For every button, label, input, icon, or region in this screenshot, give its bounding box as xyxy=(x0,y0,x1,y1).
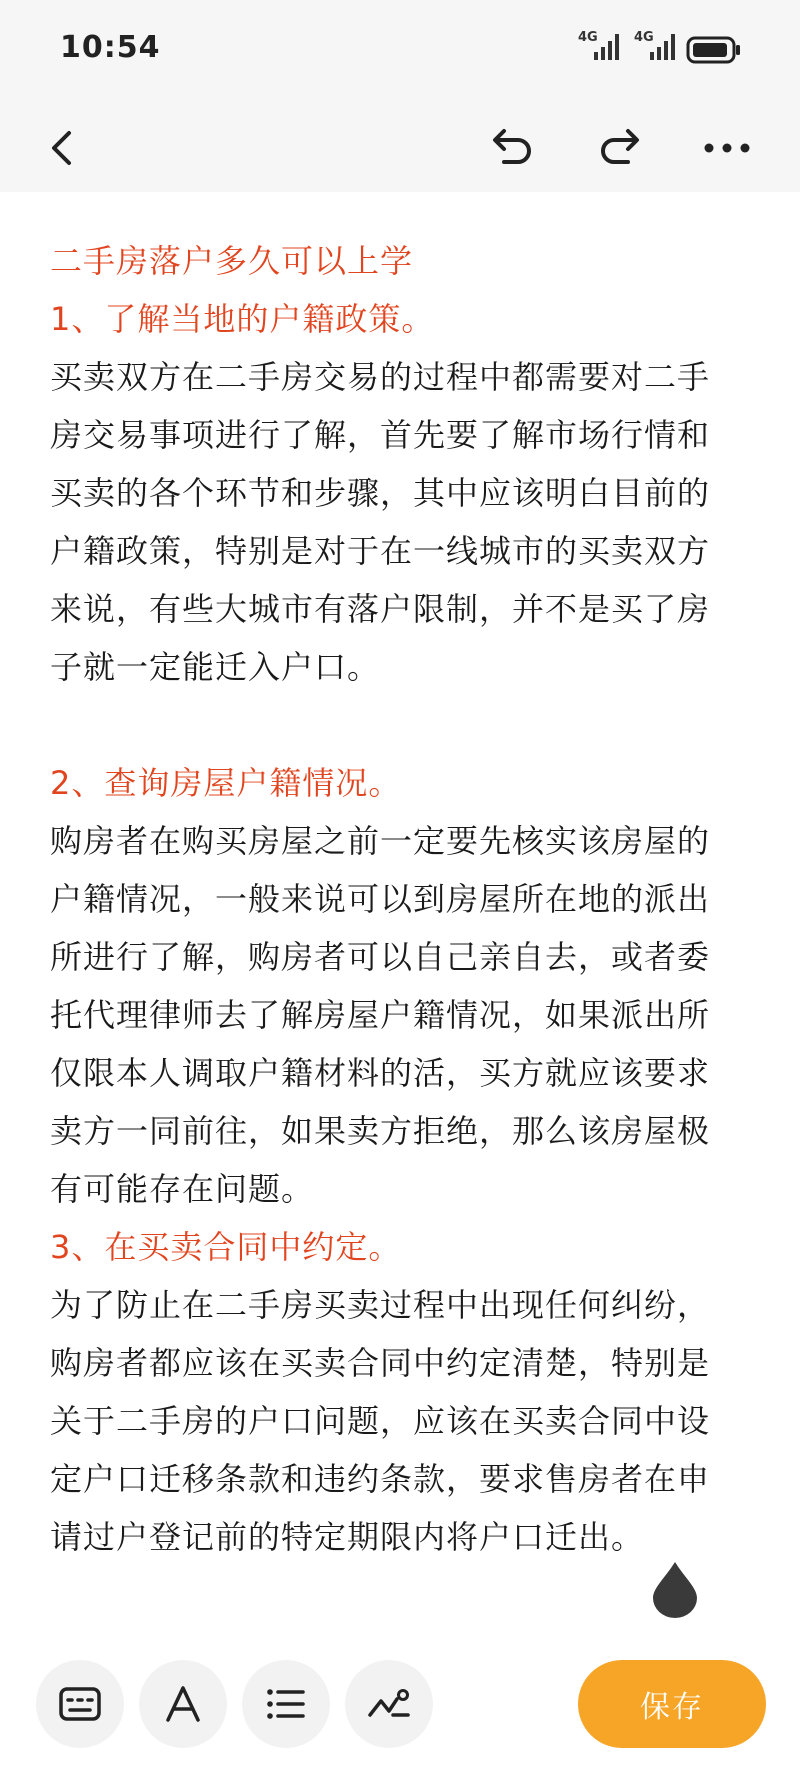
redo-icon xyxy=(596,128,644,168)
undo-button[interactable] xyxy=(482,118,542,178)
note-line: 房交易事项进行了解，首先要了解市场行情和 xyxy=(50,416,711,454)
blank-line xyxy=(50,696,750,754)
handwriting-button[interactable] xyxy=(345,1660,433,1748)
handwriting-icon xyxy=(367,1687,411,1721)
back-button[interactable] xyxy=(32,118,92,178)
note-heading: 2、查询房屋户籍情况。 xyxy=(50,764,402,802)
keyboard-button[interactable] xyxy=(36,1660,124,1748)
battery-icon xyxy=(686,36,742,64)
note-line: 买卖双方在二手房交易的过程中都需要对二手 xyxy=(50,358,711,396)
note-line: 卖方一同前往，如果卖方拒绝，那么该房屋极 xyxy=(50,1112,711,1150)
note-line: 买卖的各个环节和步骤，其中应该明白目前的 xyxy=(50,474,711,512)
note-line: 关于二手房的户口问题，应该在买卖合同中设 xyxy=(50,1402,711,1440)
list-button[interactable] xyxy=(242,1660,330,1748)
note-line: 托代理律师去了解房屋户籍情况，如果派出所 xyxy=(50,996,711,1034)
toolbar xyxy=(0,100,800,192)
note-line: 户籍情况，一般来说可以到房屋所在地的派出 xyxy=(50,880,711,918)
note-heading: 二手房落户多久可以上学 xyxy=(50,242,414,280)
undo-icon xyxy=(488,128,536,168)
note-line: 户籍政策，特别是对于在一线城市的买卖双方 xyxy=(50,532,711,570)
note-line: 请过户登记前的特定期限内将户口迁出。 xyxy=(50,1518,645,1556)
note-line: 仅限本人调取户籍材料的活，买方就应该要求 xyxy=(50,1054,711,1092)
more-button[interactable] xyxy=(697,118,757,178)
note-body[interactable] xyxy=(50,232,750,1566)
back-arrow-icon xyxy=(42,128,82,168)
text-format-icon xyxy=(165,1685,201,1723)
note-heading: 3、在买卖合同中约定。 xyxy=(50,1228,402,1266)
scroll-handle-icon[interactable] xyxy=(651,1560,699,1618)
status-bar: 10:54 4G 4G xyxy=(0,0,800,100)
redo-button[interactable] xyxy=(590,118,650,178)
clock: 10:54 xyxy=(60,30,161,65)
save-button[interactable]: 保存 xyxy=(578,1660,766,1748)
list-icon xyxy=(266,1687,306,1721)
keyboard-icon xyxy=(58,1686,102,1722)
note-line: 来说，有些大城市有落户限制，并不是买了房 xyxy=(50,590,711,628)
note-line: 购房者都应该在买卖合同中约定清楚，特别是 xyxy=(50,1344,711,1382)
note-line: 子就一定能迁入户口。 xyxy=(50,648,381,686)
note-line: 为了防止在二手房买卖过程中出现任何纠纷， xyxy=(50,1286,711,1324)
note-line: 购房者在购买房屋之前一定要先核实该房屋的 xyxy=(50,822,711,860)
note-line: 有可能存在问题。 xyxy=(50,1170,315,1208)
more-icon xyxy=(703,142,751,154)
note-line: 定户口迁移条款和违约条款，要求售房者在申 xyxy=(50,1460,711,1498)
note-heading: 1、了解当地的户籍政策。 xyxy=(50,300,435,338)
bottom-bar xyxy=(0,1652,800,1772)
text-format-button[interactable] xyxy=(139,1660,227,1748)
note-line: 所进行了解，购房者可以自己亲自去，或者委 xyxy=(50,938,711,976)
